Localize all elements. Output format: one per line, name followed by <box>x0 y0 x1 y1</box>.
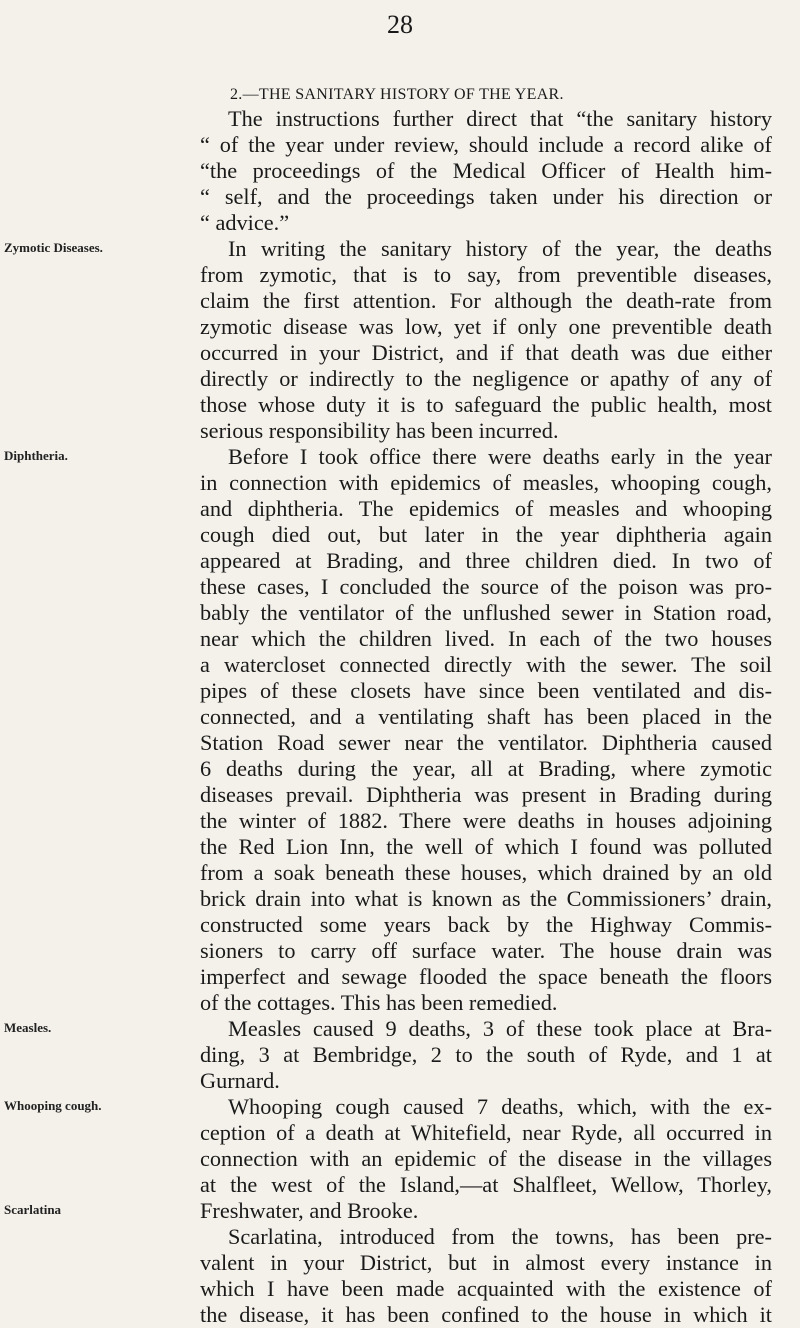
text-line: ding, 3 at Bembridge, 2 to the south of Ryde, and 1 at <box>200 1042 772 1067</box>
text-line: Gurnard. <box>200 1068 280 1093</box>
text-line: diseases prevail. Diphtheria was present in Brading during <box>200 782 772 807</box>
text-line: “ self, and the proceedings taken under his direction or <box>200 184 772 209</box>
text-line: directly or indirectly to the negligence or apathy of any of <box>200 366 772 391</box>
text-line: Before I took office there were deaths early in the year <box>228 444 772 469</box>
text-line: those whose duty it is to safeguard the public health, most <box>200 392 772 417</box>
text-line: 6 deaths during the year, all at Brading, where zymotic <box>200 756 772 781</box>
text-line: “ of the year under review, should include a record alike of <box>200 132 772 157</box>
text-line: occurred in your District, and if that death was due either <box>200 340 772 365</box>
margin-note-zymotic: Zymotic Diseases. <box>4 240 103 255</box>
text-line: from a soak beneath these houses, which drained by an old <box>200 860 772 885</box>
margin-note-diphtheria: Diphtheria. <box>4 448 68 463</box>
page-number: 28 <box>387 10 413 39</box>
text-line: Measles caused 9 deaths, 3 of these took place at Bra- <box>228 1016 772 1041</box>
text-line: the disease, it has been confined to the house in which it <box>200 1302 772 1327</box>
text-line: cough died out, but later in the year diphtheria again <box>200 522 772 547</box>
text-line: Station Road sewer near the ventilator. Diphtheria caused <box>200 730 772 755</box>
text-line: and diphtheria. The epidemics of measles and whooping <box>200 496 772 521</box>
text-line: sioners to carry off surface water. The house drain was <box>200 938 772 963</box>
text-line: The instructions further direct that “the sanitary history <box>228 106 772 131</box>
text-line: imperfect and sewage flooded the space beneath the floors <box>200 964 772 989</box>
text-line: in connection with epidemics of measles, whooping cough, <box>200 470 772 495</box>
text-line: zymotic disease was low, yet if only one preventible death <box>200 314 772 339</box>
text-line: pipes of these closets have since been ventilated and dis- <box>200 678 772 703</box>
margin-note-scarlatina: Scarlatina <box>4 1202 62 1217</box>
text-line: from zymotic, that is to say, from preventible diseases, <box>200 262 772 287</box>
text-line: at the west of the Island,—at Shalfleet, Wellow, Thorley, <box>200 1172 772 1197</box>
text-line: Whooping cough caused 7 deaths, which, with the ex- <box>228 1094 772 1119</box>
text-line: these cases, I concluded the source of the poison was pro- <box>200 574 772 599</box>
text-line: Freshwater, and Brooke. <box>200 1198 419 1223</box>
text-line: “ advice.” <box>200 210 290 235</box>
text-line: claim the first attention. For although the death-rate from <box>200 288 772 313</box>
margin-note-whooping-cough: Whooping cough. <box>4 1098 102 1113</box>
text-line: the winter of 1882. There were deaths in houses adjoining <box>200 808 772 833</box>
text-line: Scarlatina, introduced from the towns, has been pre- <box>228 1224 772 1249</box>
text-line: “the proceedings of the Medical Officer of Health him- <box>200 158 772 183</box>
text-line: the Red Lion Inn, the well of which I found was polluted <box>200 834 772 859</box>
text-line: constructed some years back by the Highway Commis- <box>200 912 772 937</box>
text-line: connection with an epidemic of the disease in the villages <box>200 1146 772 1171</box>
text-line: bably the ventilator of the unflushed sewer in Station road, <box>200 600 772 625</box>
text-line: In writing the sanitary history of the year, the deaths <box>228 236 772 261</box>
text-line: which I have been made acquainted with the existence of <box>200 1276 772 1301</box>
margin-note-measles: Measles. <box>4 1020 52 1035</box>
text-line: brick drain into what is known as the Commissioners’ drain, <box>200 886 772 911</box>
section-heading: 2.—THE SANITARY HISTORY OF THE YEAR. <box>230 86 564 103</box>
text-line: of the cottages. This has been remedied. <box>200 990 558 1015</box>
text-line: appeared at Brading, and three children died. In two of <box>200 548 772 573</box>
text-line: connected, and a ventilating shaft has been placed in the <box>200 704 772 729</box>
text-line: a watercloset connected directly with the sewer. The soil <box>200 652 772 677</box>
text-line: serious responsibility has been incurred. <box>200 418 559 443</box>
text-line: ception of a death at Whitefield, near Ryde, all occurred in <box>200 1120 772 1145</box>
text-line: near which the children lived. In each of the two houses <box>200 626 772 651</box>
text-line: valent in your District, but in almost every instance in <box>200 1250 772 1275</box>
